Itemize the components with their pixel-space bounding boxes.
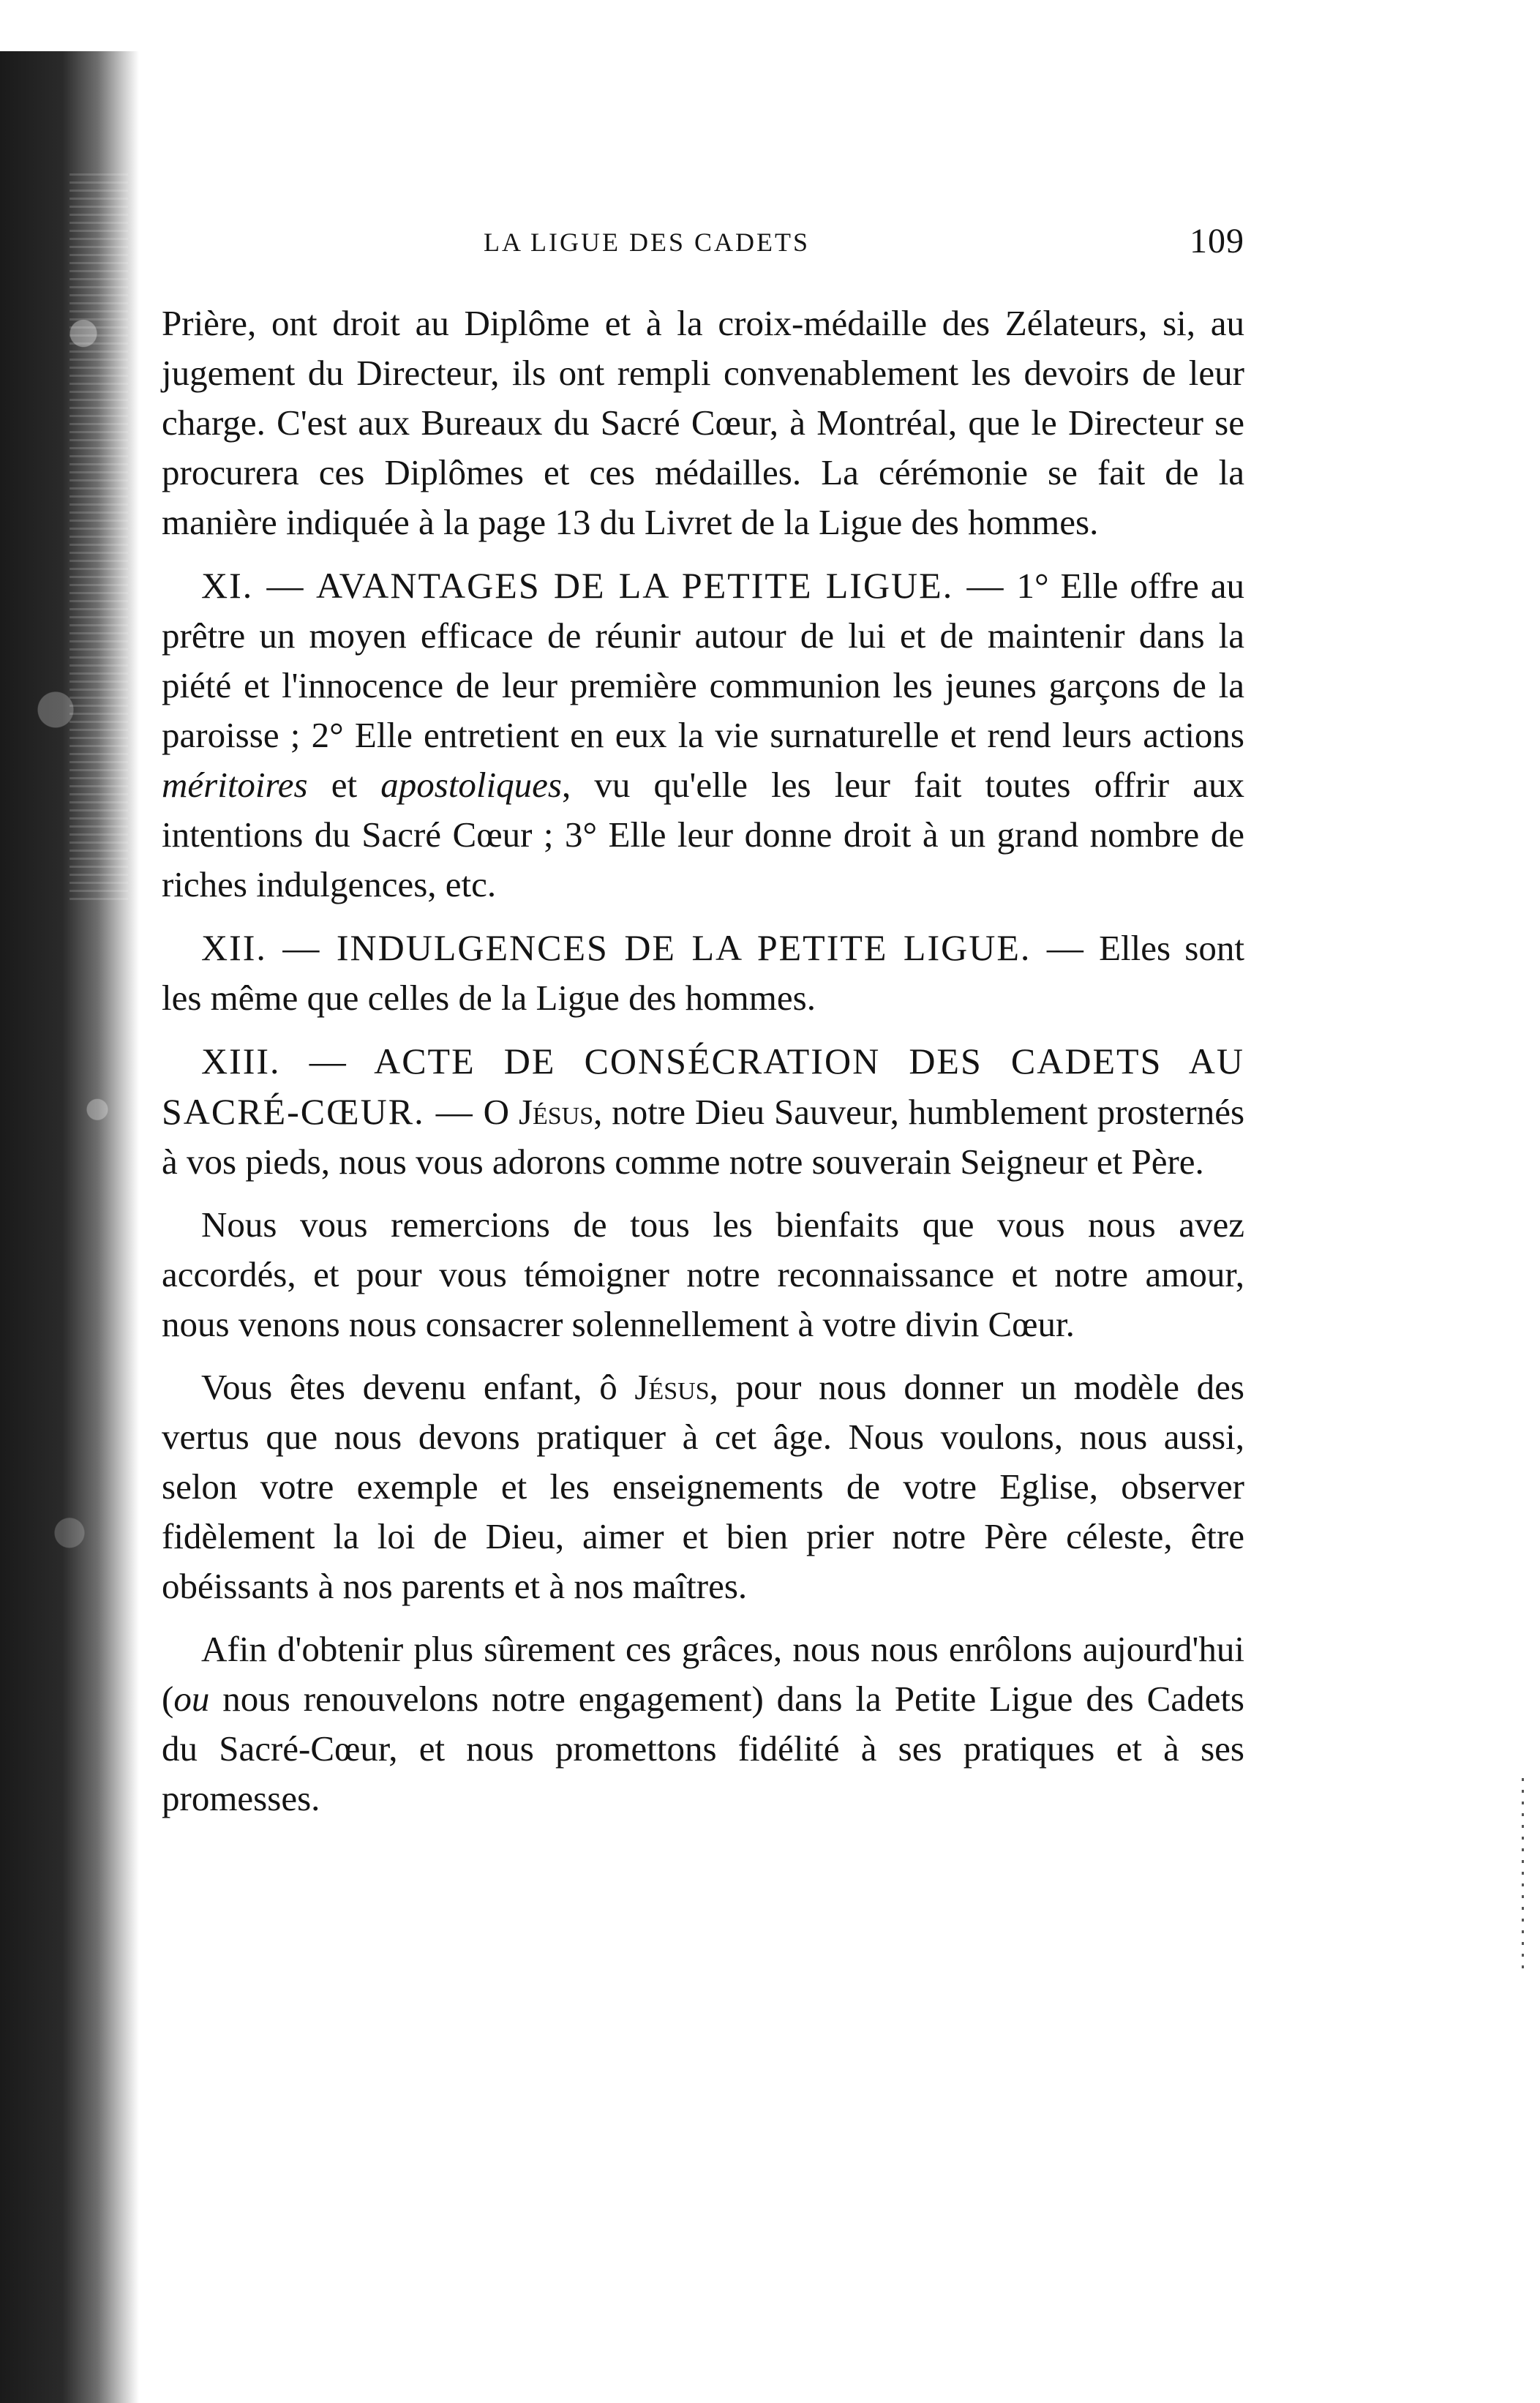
paragraph-text: , vu qu'elle les leur fait toutes offrir aux intentions du Sacré Cœur ; 3° Elle leur donne droit à un grand nombre de riches indulgences, etc. — [162, 765, 1244, 904]
paragraph-text: Vous êtes devenu enfant, ô — [201, 1367, 635, 1407]
paragraph-text: Afin d'obtenir plus sûrement ces grâces, nous nous enrôlons aujourd'hui ( — [162, 1629, 1244, 1719]
section-xiii — [162, 1036, 1244, 1187]
section-xii — [162, 923, 1244, 1023]
paragraph-text: O — [483, 1092, 519, 1132]
spine-texture — [70, 168, 128, 900]
paragraph-text: , pour nous donner un modèle des vertus que nous devons pratiquer à cet âge. Nous voulons, nous aussi, selon votre exemple et les enseignements de votre Eglise, observer fidèlement la loi de Dieu, aimer et bien prier notre Père céleste, être obéissants à nos parents et à nos maîtres. — [162, 1367, 1244, 1606]
paragraph-text: 1° Elle offre au prêtre un moyen efficace de réunir autour de lui et de maintenir dans la piété et l'innocence de leur première communion les jeunes garçons de la paroisse ; 2° Elle entretient en eux la vie surnaturelle et rend leurs actions — [162, 566, 1244, 755]
paragraph-text: Elles sont les même que celles de la Ligue des hommes. — [162, 928, 1244, 1018]
section-heading: XIII. — ACTE DE CONSÉCRATION DES CADETS AU SACRÉ-CŒUR. — — [162, 1041, 1244, 1132]
paragraph-text: et — [307, 765, 381, 805]
italic-term: ou — [173, 1679, 210, 1719]
divine-name: Jésus — [634, 1367, 710, 1407]
page-number: 109 — [1190, 222, 1244, 260]
running-title: LA LIGUE DES CADETS — [484, 228, 810, 257]
prayer-paragraph — [162, 1362, 1244, 1611]
italic-term: méritoires — [162, 765, 308, 805]
text-block — [162, 299, 1244, 1823]
paragraph-continuation — [162, 299, 1244, 547]
paragraph-text: nous renouvelons notre engagement) dans la Petite Ligue des Cadets du Sacré-Cœur, et nous promettons fidélité à ses pratiques et à ses promesses. — [162, 1679, 1244, 1818]
paragraph-text: Nous vous remercions de tous les bienfaits que vous nous avez accordés, et pour vous témoigner notre reconnaissance et notre amour, nous venons nous consacrer solennellement à votre divin Cœur. — [162, 1204, 1244, 1344]
page-header — [162, 218, 1244, 269]
margin-scan-artifact — [1522, 1778, 1524, 1968]
paragraph-text: Prière, ont droit au Diplôme et à la croix-médaille des Zélateurs, si, au jugement du Directeur, ils ont rempli convenablement les devoirs de leur charge. C'est aux Bureaux du Sacré Cœur, à Montréal, que le Directeur se procurera ces Diplômes et ces médailles. La cérémonie se fait de la manière indiquée à la page 13 du Livret de la Ligue des hommes. — [162, 303, 1244, 542]
section-heading: XI. — AVANTAGES DE LA PETITE LIGUE. — — [201, 565, 1005, 606]
book-spine-shadow — [0, 51, 139, 2403]
section-xi — [162, 561, 1244, 910]
prayer-paragraph — [162, 1200, 1244, 1349]
paragraph-text: , notre Dieu Sauveur, humblement prosternés à vos pieds, nous vous adorons comme notre souverain Seigneur et Père. — [162, 1092, 1245, 1182]
divine-name: Jésus — [518, 1092, 594, 1132]
section-heading: XII. — INDULGENCES DE LA PETITE LIGUE. — — [201, 927, 1085, 968]
italic-term: apostoliques — [380, 765, 562, 805]
prayer-paragraph — [162, 1624, 1244, 1823]
